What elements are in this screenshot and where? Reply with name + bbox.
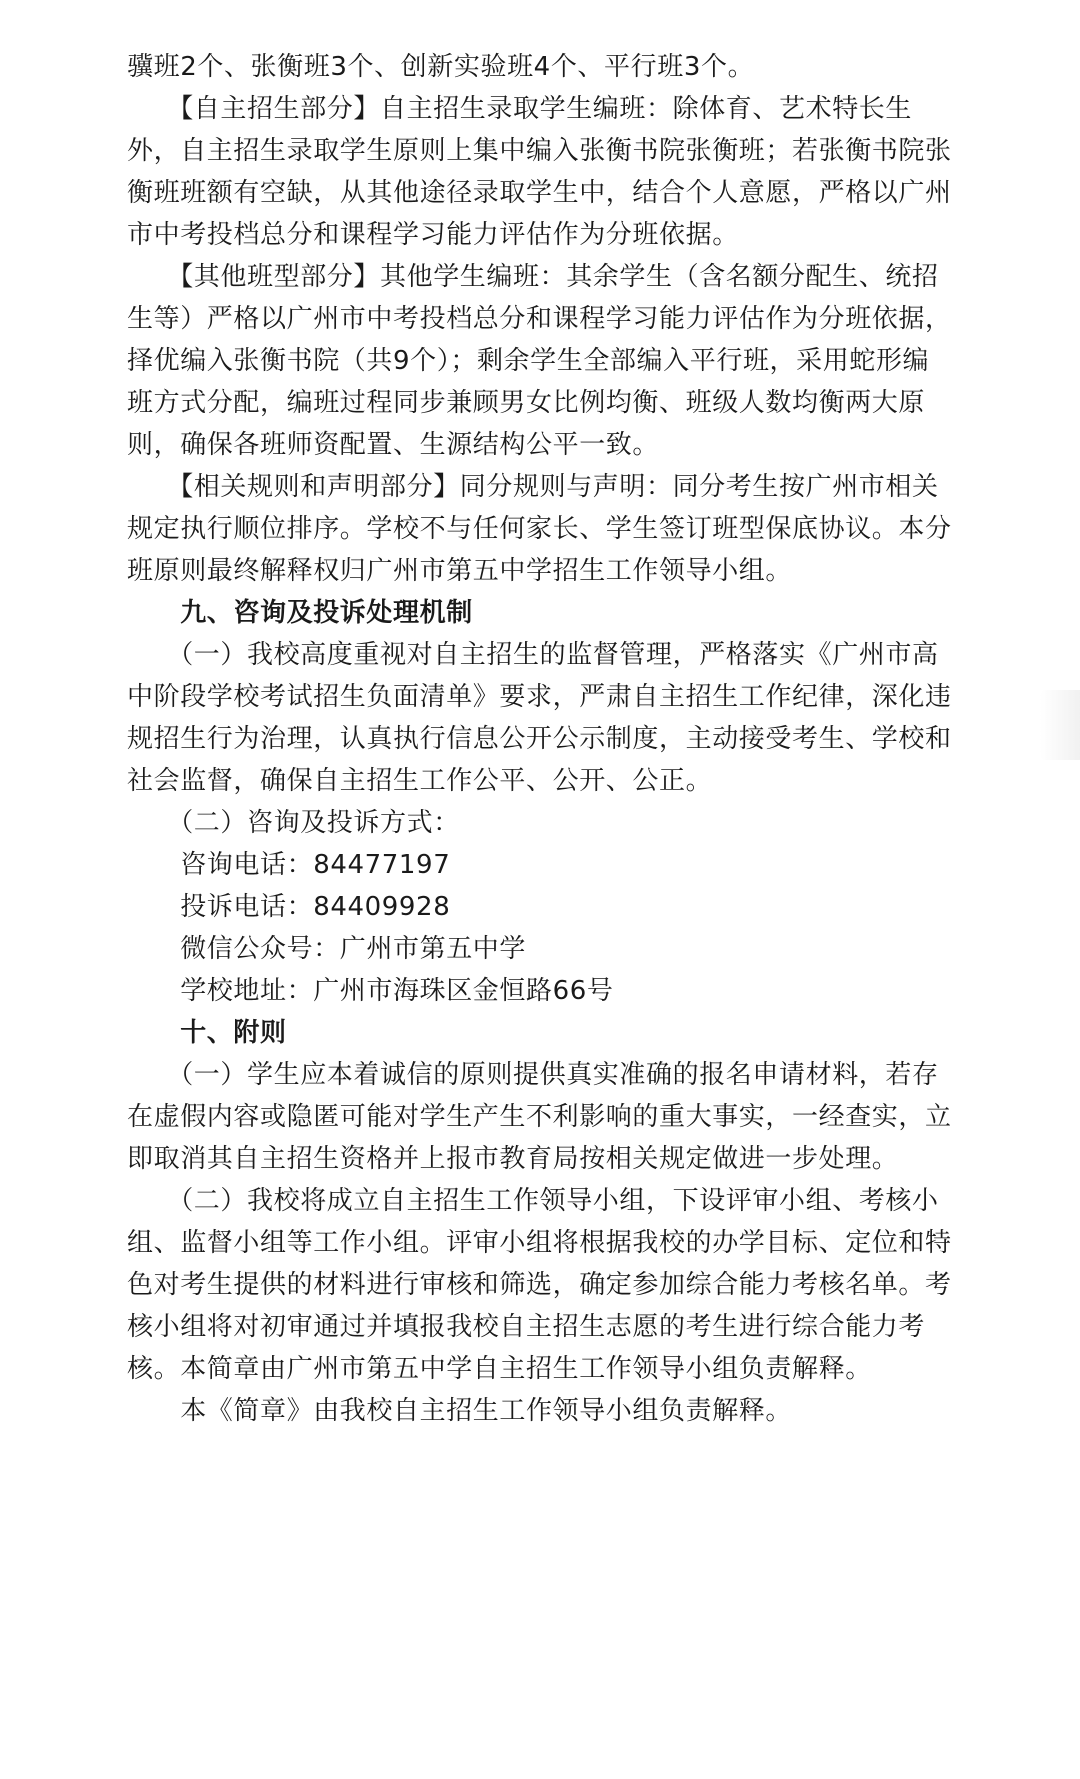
section-heading: 十、附则: [127, 1018, 287, 1048]
text-line: 色对考生提供的材料进行审核和筛选，确定参加综合能力考核名单。考: [127, 1270, 952, 1300]
section-heading: 九、咨询及投诉处理机制: [127, 598, 473, 628]
text-line: 班原则最终解释权归广州市第五中学招生工作领导小组。: [127, 556, 793, 586]
text-line: （二）我校将成立自主招生工作领导小组，下设评审小组、考核小: [127, 1186, 939, 1216]
text-line: （一）我校高度重视对自主招生的监督管理，严格落实《广州市高: [127, 640, 939, 670]
text-line: 则，确保各班师资配置、生源结构公平一致。: [127, 430, 660, 460]
text-line: 在虚假内容或隐匿可能对学生产生不利影响的重大事实，一经查实，立: [127, 1102, 952, 1132]
text-line: 中阶段学校考试招生负面清单》要求，严肃自主招生工作纪律，深化违: [127, 682, 952, 712]
wechat-account: 微信公众号：广州市第五中学: [127, 934, 527, 964]
complaint-phone: 投诉电话：84409928: [127, 892, 451, 922]
text-line: 规定执行顺位排序。学校不与任何家长、学生签订班型保底协议。本分: [127, 514, 952, 544]
text-line: 社会监督，确保自主招生工作公平、公开、公正。: [127, 766, 713, 796]
page-edge-shadow: [1040, 690, 1080, 760]
text-line: 本《简章》由我校自主招生工作领导小组负责解释。: [127, 1396, 793, 1426]
text-line: （一）学生应本着诚信的原则提供真实准确的报名申请材料，若存: [127, 1060, 939, 1090]
school-address: 学校地址：广州市海珠区金恒路66号: [127, 976, 614, 1006]
text-line: 骥班2个、张衡班3个、创新实验班4个、平行班3个。: [127, 52, 755, 82]
text-line: 核。本简章由广州市第五中学自主招生工作领导小组负责解释。: [127, 1354, 872, 1384]
text-line: 衡班班额有空缺，从其他途径录取学生中，结合个人意愿，严格以广州: [127, 178, 952, 208]
text-line: 外，自主招生录取学生原则上集中编入张衡书院张衡班；若张衡书院张: [127, 136, 952, 166]
text-line: 市中考投档总分和课程学习能力评估作为分班依据。: [127, 220, 739, 250]
text-line: 生等）严格以广州市中考投档总分和课程学习能力评估作为分班依据，: [127, 304, 952, 334]
text-line: 【自主招生部分】自主招生录取学生编班：除体育、艺术特长生: [127, 94, 913, 124]
text-line: 【相关规则和声明部分】同分规则与声明：同分考生按广州市相关: [127, 472, 939, 502]
text-line: 班方式分配，编班过程同步兼顾男女比例均衡、班级人数均衡两大原: [127, 388, 926, 418]
text-line: 核小组将对初审通过并填报我校自主招生志愿的考生进行综合能力考: [127, 1312, 926, 1342]
text-line: （二）咨询及投诉方式：: [127, 808, 460, 838]
contact-phone: 咨询电话：84477197: [127, 850, 451, 880]
text-line: 组、监督小组等工作小组。评审小组将根据我校的办学目标、定位和特: [127, 1228, 952, 1258]
text-line: 规招生行为治理，认真执行信息公开公示制度，主动接受考生、学校和: [127, 724, 952, 754]
text-line: 即取消其自主招生资格并上报市教育局按相关规定做进一步处理。: [127, 1144, 899, 1174]
text-line: 择优编入张衡书院（共9个）；剩余学生全部编入平行班，采用蛇形编: [127, 346, 930, 376]
text-line: 【其他班型部分】其他学生编班：其余学生（含名额分配生、统招: [127, 262, 939, 292]
